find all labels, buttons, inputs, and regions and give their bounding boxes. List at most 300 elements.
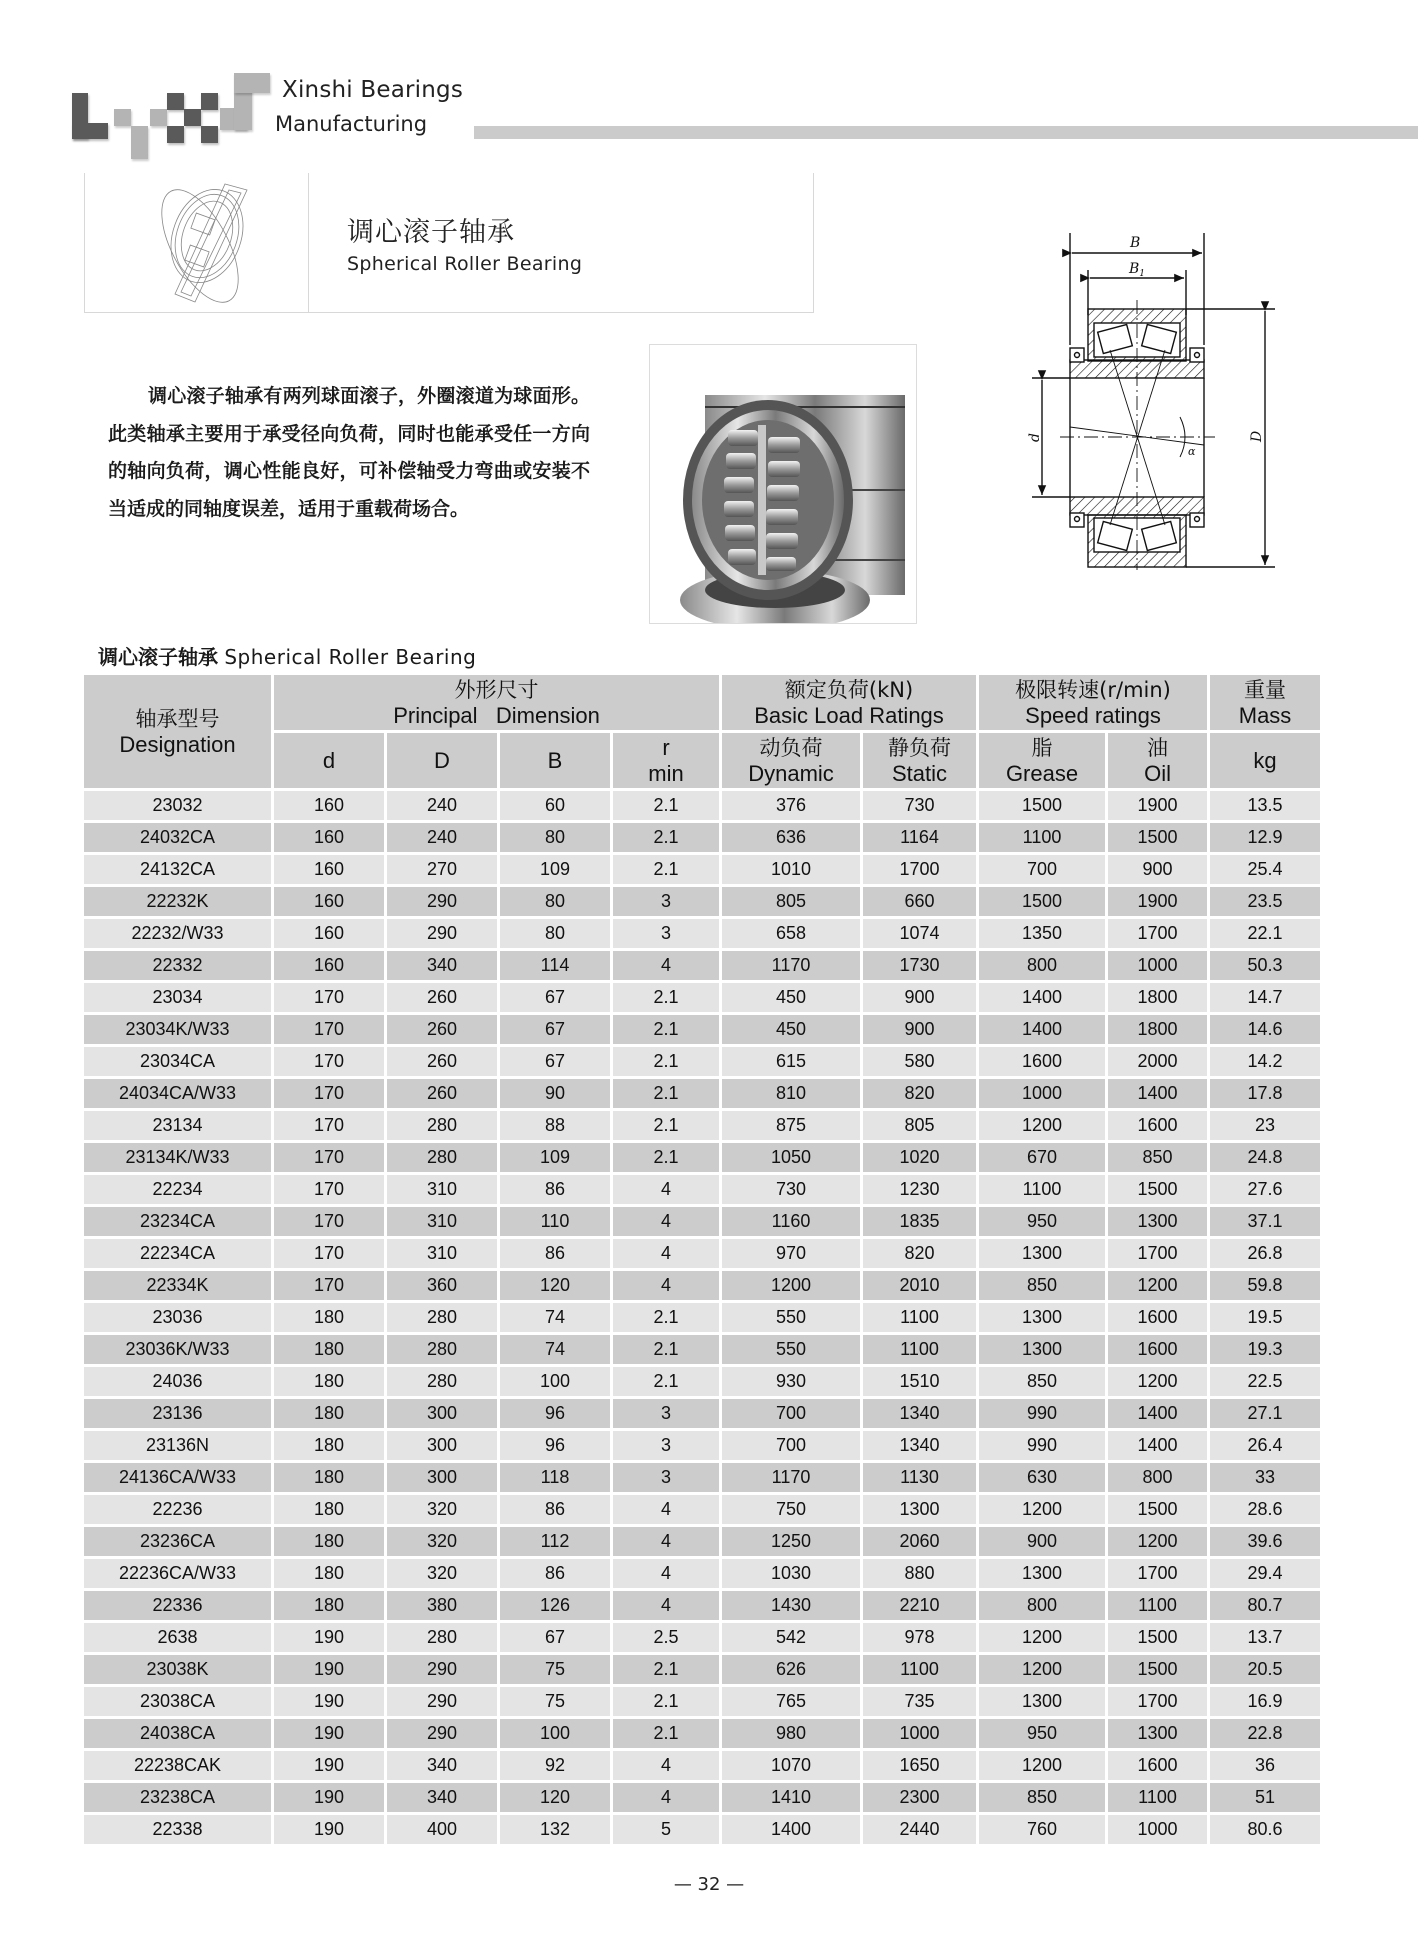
cell-dynamic-load: 1430 xyxy=(722,1591,860,1620)
cell-d: 180 xyxy=(274,1303,384,1332)
cell-mass: 33 xyxy=(1210,1463,1320,1492)
cell-oil-speed: 1400 xyxy=(1108,1079,1207,1108)
cell-designation: 23034K/W33 xyxy=(84,1015,271,1044)
cell-r-min: 2.1 xyxy=(613,1047,719,1076)
cell-grease-speed: 990 xyxy=(979,1399,1105,1428)
brand-name: Xinshi Bearings xyxy=(282,77,464,103)
cell-D: 280 xyxy=(387,1303,497,1332)
cell-r-min: 3 xyxy=(613,1399,719,1428)
cell-d: 170 xyxy=(274,1271,384,1300)
cell-r-min: 4 xyxy=(613,1559,719,1588)
header-kg: kg xyxy=(1210,733,1320,788)
cell-static-load: 1700 xyxy=(863,855,976,884)
cell-d: 180 xyxy=(274,1335,384,1364)
cell-grease-speed: 1200 xyxy=(979,1111,1105,1140)
table-row xyxy=(84,1463,1320,1492)
logo-block xyxy=(201,126,218,143)
cell-r-min: 2.1 xyxy=(613,1367,719,1396)
cell-designation: 22334K xyxy=(84,1271,271,1300)
cell-static-load: 820 xyxy=(863,1079,976,1108)
cell-dynamic-load: 810 xyxy=(722,1079,860,1108)
cell-designation: 22236 xyxy=(84,1495,271,1524)
table-row xyxy=(84,919,1320,948)
cell-dynamic-load: 636 xyxy=(722,823,860,852)
cell-D: 290 xyxy=(387,1719,497,1748)
header-B: B xyxy=(500,733,610,788)
cell-static-load: 1074 xyxy=(863,919,976,948)
cell-d: 170 xyxy=(274,1015,384,1044)
cell-static-load: 1340 xyxy=(863,1431,976,1460)
cell-grease-speed: 950 xyxy=(979,1207,1105,1236)
cell-dynamic-load: 700 xyxy=(722,1431,860,1460)
cell-D: 300 xyxy=(387,1463,497,1492)
cell-mass: 51 xyxy=(1210,1783,1320,1812)
cell-D: 240 xyxy=(387,791,497,820)
cell-r-min: 3 xyxy=(613,1463,719,1492)
cell-designation: 22336 xyxy=(84,1591,271,1620)
cell-static-load: 730 xyxy=(863,791,976,820)
cell-designation: 2638 xyxy=(84,1623,271,1652)
cell-mass: 29.4 xyxy=(1210,1559,1320,1588)
cell-grease-speed: 1600 xyxy=(979,1047,1105,1076)
cell-dynamic-load: 700 xyxy=(722,1399,860,1428)
table-caption-cn: 调心滚子轴承 xyxy=(98,645,218,669)
cell-static-load: 1300 xyxy=(863,1495,976,1524)
table-row xyxy=(84,1591,1320,1620)
cell-oil-speed: 1200 xyxy=(1108,1271,1207,1300)
cell-B: 118 xyxy=(500,1463,610,1492)
cell-dynamic-load: 930 xyxy=(722,1367,860,1396)
cell-r-min: 2.1 xyxy=(613,983,719,1012)
cell-B: 75 xyxy=(500,1687,610,1716)
cell-dynamic-load: 542 xyxy=(722,1623,860,1652)
cell-d: 170 xyxy=(274,1079,384,1108)
cell-D: 320 xyxy=(387,1527,497,1556)
cell-dynamic-load: 1030 xyxy=(722,1559,860,1588)
cell-designation: 23238CA xyxy=(84,1783,271,1812)
cell-D: 300 xyxy=(387,1399,497,1428)
cell-D: 300 xyxy=(387,1431,497,1460)
cell-d: 190 xyxy=(274,1783,384,1812)
label-alpha: α xyxy=(1188,445,1196,458)
cell-d: 190 xyxy=(274,1751,384,1780)
cell-oil-speed: 1600 xyxy=(1108,1111,1207,1140)
logo-block xyxy=(167,93,184,110)
cell-oil-speed: 1800 xyxy=(1108,983,1207,1012)
section-title-cn: 调心滚子轴承 xyxy=(347,217,515,248)
cell-grease-speed: 630 xyxy=(979,1463,1105,1492)
cell-B: 109 xyxy=(500,1143,610,1172)
cell-r-min: 2.1 xyxy=(613,1079,719,1108)
cell-B: 67 xyxy=(500,1047,610,1076)
cell-designation: 24032CA xyxy=(84,823,271,852)
cell-static-load: 1100 xyxy=(863,1303,976,1332)
cell-designation: 22232K xyxy=(84,887,271,916)
cell-B: 114 xyxy=(500,951,610,980)
cell-B: 110 xyxy=(500,1207,610,1236)
cell-B: 60 xyxy=(500,791,610,820)
cell-D: 240 xyxy=(387,823,497,852)
cell-d: 170 xyxy=(274,1207,384,1236)
cell-oil-speed: 1500 xyxy=(1108,823,1207,852)
cell-designation: 22236CA/W33 xyxy=(84,1559,271,1588)
cell-grease-speed: 850 xyxy=(979,1367,1105,1396)
cell-D: 290 xyxy=(387,1655,497,1684)
cell-grease-speed: 1300 xyxy=(979,1559,1105,1588)
cell-static-load: 1510 xyxy=(863,1367,976,1396)
product-description: 调心滚子轴承有两列球面滚子，外圈滚道为球面形。此类轴承主要用于承受径向负荷，同时也能承受任一方向的轴向负荷，调心性能良好，可补偿轴受力弯曲或安装不当适成的同轴度误差，适用于重载荷场合。 xyxy=(108,385,590,520)
cell-d: 160 xyxy=(274,887,384,916)
cell-D: 310 xyxy=(387,1207,497,1236)
cell-D: 260 xyxy=(387,983,497,1012)
cell-static-load: 1730 xyxy=(863,951,976,980)
cell-r-min: 2.1 xyxy=(613,1303,719,1332)
cell-d: 180 xyxy=(274,1399,384,1428)
cell-dynamic-load: 450 xyxy=(722,983,860,1012)
cell-oil-speed: 1500 xyxy=(1108,1175,1207,1204)
cell-D: 290 xyxy=(387,919,497,948)
logo-block xyxy=(114,109,131,126)
cell-dynamic-load: 450 xyxy=(722,1015,860,1044)
cell-static-load: 1164 xyxy=(863,823,976,852)
cell-D: 380 xyxy=(387,1591,497,1620)
cell-B: 67 xyxy=(500,983,610,1012)
cell-r-min: 2.1 xyxy=(613,823,719,852)
cell-oil-speed: 1600 xyxy=(1108,1335,1207,1364)
table-row xyxy=(84,1431,1320,1460)
cell-designation: 23036K/W33 xyxy=(84,1335,271,1364)
cell-static-load: 1000 xyxy=(863,1719,976,1748)
cell-mass: 17.8 xyxy=(1210,1079,1320,1108)
cell-D: 260 xyxy=(387,1079,497,1108)
cell-r-min: 2.1 xyxy=(613,1111,719,1140)
table-row xyxy=(84,1495,1320,1524)
cell-dynamic-load: 550 xyxy=(722,1303,860,1332)
cell-static-load: 735 xyxy=(863,1687,976,1716)
cell-oil-speed: 1700 xyxy=(1108,919,1207,948)
cell-grease-speed: 850 xyxy=(979,1271,1105,1300)
header-D: D xyxy=(387,733,497,788)
cell-d: 180 xyxy=(274,1431,384,1460)
table-caption xyxy=(98,641,476,670)
cell-dynamic-load: 1170 xyxy=(722,951,860,980)
cell-oil-speed: 850 xyxy=(1108,1143,1207,1172)
cell-mass: 27.6 xyxy=(1210,1175,1320,1204)
cell-grease-speed: 1400 xyxy=(979,983,1105,1012)
cell-oil-speed: 1600 xyxy=(1108,1751,1207,1780)
cell-d: 190 xyxy=(274,1719,384,1748)
logo-block xyxy=(201,93,218,110)
label-B1: $B_1$ xyxy=(1129,261,1146,279)
cell-dynamic-load: 970 xyxy=(722,1239,860,1268)
cell-r-min: 2.1 xyxy=(613,1335,719,1364)
cell-grease-speed: 1200 xyxy=(979,1751,1105,1780)
cell-oil-speed: 1700 xyxy=(1108,1239,1207,1268)
cell-r-min: 4 xyxy=(613,1783,719,1812)
cell-oil-speed: 1000 xyxy=(1108,1815,1207,1844)
table-row xyxy=(84,1175,1320,1204)
table-row xyxy=(84,887,1320,916)
cell-d: 160 xyxy=(274,791,384,820)
cell-B: 86 xyxy=(500,1559,610,1588)
cell-B: 100 xyxy=(500,1367,610,1396)
cell-grease-speed: 1000 xyxy=(979,1079,1105,1108)
company-logo xyxy=(72,68,282,163)
cell-static-load: 1230 xyxy=(863,1175,976,1204)
cell-oil-speed: 1100 xyxy=(1108,1783,1207,1812)
cell-grease-speed: 1300 xyxy=(979,1335,1105,1364)
cell-r-min: 4 xyxy=(613,1591,719,1620)
cell-designation: 22332 xyxy=(84,951,271,980)
cell-mass: 19.5 xyxy=(1210,1303,1320,1332)
cell-designation: 22338 xyxy=(84,1815,271,1844)
cell-oil-speed: 1200 xyxy=(1108,1527,1207,1556)
cell-B: 80 xyxy=(500,919,610,948)
cell-oil-speed: 1300 xyxy=(1108,1719,1207,1748)
cell-mass: 26.4 xyxy=(1210,1431,1320,1460)
cell-designation: 23034 xyxy=(84,983,271,1012)
cell-oil-speed: 1400 xyxy=(1108,1399,1207,1428)
cell-static-load: 900 xyxy=(863,1015,976,1044)
cell-d: 160 xyxy=(274,855,384,884)
cell-mass: 16.9 xyxy=(1210,1687,1320,1716)
cell-mass: 13.5 xyxy=(1210,791,1320,820)
bearing-cross-section-diagram xyxy=(1020,225,1285,570)
cell-designation: 23034CA xyxy=(84,1047,271,1076)
cell-D: 320 xyxy=(387,1495,497,1524)
cell-grease-speed: 800 xyxy=(979,951,1105,980)
cell-D: 310 xyxy=(387,1175,497,1204)
cell-d: 170 xyxy=(274,1111,384,1140)
cell-D: 280 xyxy=(387,1143,497,1172)
cell-oil-speed: 1500 xyxy=(1108,1623,1207,1652)
cell-D: 280 xyxy=(387,1335,497,1364)
cell-r-min: 2.1 xyxy=(613,1655,719,1684)
table-row xyxy=(84,1239,1320,1268)
cell-designation: 23134 xyxy=(84,1111,271,1140)
cell-grease-speed: 700 xyxy=(979,855,1105,884)
cell-designation: 22234 xyxy=(84,1175,271,1204)
cell-B: 80 xyxy=(500,823,610,852)
cell-B: 96 xyxy=(500,1431,610,1460)
cell-mass: 26.8 xyxy=(1210,1239,1320,1268)
cell-designation: 24132CA xyxy=(84,855,271,884)
cell-r-min: 4 xyxy=(613,1751,719,1780)
section-title-en: Spherical Roller Bearing xyxy=(347,253,583,275)
cell-designation: 23136N xyxy=(84,1431,271,1460)
cell-r-min: 2.1 xyxy=(613,791,719,820)
cell-designation: 23234CA xyxy=(84,1207,271,1236)
cell-oil-speed: 1500 xyxy=(1108,1655,1207,1684)
cell-designation: 24136CA/W33 xyxy=(84,1463,271,1492)
label-D: D xyxy=(1249,430,1265,442)
cell-r-min: 2.1 xyxy=(613,1015,719,1044)
cell-r-min: 2.5 xyxy=(613,1623,719,1652)
cell-dynamic-load: 875 xyxy=(722,1111,860,1140)
cell-oil-speed: 1900 xyxy=(1108,887,1207,916)
cell-designation: 23134K/W33 xyxy=(84,1143,271,1172)
cell-designation: 24036 xyxy=(84,1367,271,1396)
table-row xyxy=(84,1207,1320,1236)
table-row xyxy=(84,1623,1320,1652)
cell-B: 67 xyxy=(500,1015,610,1044)
cell-mass: 12.9 xyxy=(1210,823,1320,852)
cell-d: 190 xyxy=(274,1815,384,1844)
cell-r-min: 2.1 xyxy=(613,1687,719,1716)
bearing-photo xyxy=(649,344,917,624)
cell-mass: 14.7 xyxy=(1210,983,1320,1012)
cell-dynamic-load: 1160 xyxy=(722,1207,860,1236)
cell-r-min: 3 xyxy=(613,919,719,948)
cell-oil-speed: 900 xyxy=(1108,855,1207,884)
cell-B: 112 xyxy=(500,1527,610,1556)
cell-grease-speed: 1300 xyxy=(979,1303,1105,1332)
cell-dynamic-load: 805 xyxy=(722,887,860,916)
label-B: B xyxy=(1130,235,1141,251)
cell-r-min: 4 xyxy=(613,1207,719,1236)
cell-mass: 80.7 xyxy=(1210,1591,1320,1620)
table-row xyxy=(84,1751,1320,1780)
cell-designation: 23038CA xyxy=(84,1687,271,1716)
cell-designation: 24038CA xyxy=(84,1719,271,1748)
cell-oil-speed: 1500 xyxy=(1108,1495,1207,1524)
table-body xyxy=(84,791,1320,1844)
cell-mass: 19.3 xyxy=(1210,1335,1320,1364)
cell-static-load: 2060 xyxy=(863,1527,976,1556)
cell-dynamic-load: 730 xyxy=(722,1175,860,1204)
cell-mass: 23.5 xyxy=(1210,887,1320,916)
cell-d: 170 xyxy=(274,1239,384,1268)
cell-B: 120 xyxy=(500,1271,610,1300)
cell-r-min: 4 xyxy=(613,1239,719,1268)
cell-oil-speed: 1200 xyxy=(1108,1367,1207,1396)
cell-static-load: 1650 xyxy=(863,1751,976,1780)
cell-grease-speed: 1500 xyxy=(979,887,1105,916)
cell-designation: 23038K xyxy=(84,1655,271,1684)
cell-grease-speed: 1200 xyxy=(979,1623,1105,1652)
cell-oil-speed: 1800 xyxy=(1108,1015,1207,1044)
cell-B: 132 xyxy=(500,1815,610,1844)
cell-grease-speed: 760 xyxy=(979,1815,1105,1844)
cell-grease-speed: 850 xyxy=(979,1783,1105,1812)
cell-grease-speed: 1500 xyxy=(979,791,1105,820)
table-row xyxy=(84,1271,1320,1300)
cell-mass: 22.8 xyxy=(1210,1719,1320,1748)
table-row xyxy=(84,983,1320,1012)
cell-static-load: 1340 xyxy=(863,1399,976,1428)
cell-static-load: 660 xyxy=(863,887,976,916)
cell-B: 109 xyxy=(500,855,610,884)
cell-dynamic-load: 1010 xyxy=(722,855,860,884)
cell-mass: 14.2 xyxy=(1210,1047,1320,1076)
cell-d: 160 xyxy=(274,823,384,852)
cell-B: 90 xyxy=(500,1079,610,1108)
table-row xyxy=(84,1367,1320,1396)
header-principal-dimension: 外形尺寸 Principal Dimension xyxy=(274,675,719,730)
cell-mass: 27.1 xyxy=(1210,1399,1320,1428)
cell-dynamic-load: 1050 xyxy=(722,1143,860,1172)
cell-r-min: 2.1 xyxy=(613,855,719,884)
table-row xyxy=(84,1303,1320,1332)
cell-mass: 36 xyxy=(1210,1751,1320,1780)
cell-oil-speed: 1900 xyxy=(1108,791,1207,820)
logo-block xyxy=(72,123,108,139)
cell-designation: 23032 xyxy=(84,791,271,820)
header-oil: 油 Oil xyxy=(1108,733,1207,788)
cell-static-load: 2010 xyxy=(863,1271,976,1300)
cell-D: 290 xyxy=(387,1687,497,1716)
cell-grease-speed: 1300 xyxy=(979,1239,1105,1268)
cell-mass: 24.8 xyxy=(1210,1143,1320,1172)
cell-oil-speed: 1300 xyxy=(1108,1207,1207,1236)
cell-B: 74 xyxy=(500,1303,610,1332)
cell-designation: 23236CA xyxy=(84,1527,271,1556)
table-row xyxy=(84,791,1320,820)
cell-mass: 23 xyxy=(1210,1111,1320,1140)
cell-dynamic-load: 980 xyxy=(722,1719,860,1748)
cell-mass: 39.6 xyxy=(1210,1527,1320,1556)
cell-static-load: 580 xyxy=(863,1047,976,1076)
header-static: 静负荷 Static xyxy=(863,733,976,788)
cell-r-min: 4 xyxy=(613,1527,719,1556)
cell-B: 96 xyxy=(500,1399,610,1428)
cell-r-min: 4 xyxy=(613,951,719,980)
cell-mass: 25.4 xyxy=(1210,855,1320,884)
cell-mass: 20.5 xyxy=(1210,1655,1320,1684)
title-divider xyxy=(308,173,309,313)
cell-d: 170 xyxy=(274,1175,384,1204)
cell-oil-speed: 1000 xyxy=(1108,951,1207,980)
cell-dynamic-load: 615 xyxy=(722,1047,860,1076)
header-basic-load-ratings: 额定负荷(kN) Basic Load Ratings xyxy=(722,675,976,730)
cell-static-load: 880 xyxy=(863,1559,976,1588)
cell-oil-speed: 1700 xyxy=(1108,1559,1207,1588)
cell-r-min: 2.1 xyxy=(613,1719,719,1748)
table-row xyxy=(84,1559,1320,1588)
cell-oil-speed: 1100 xyxy=(1108,1591,1207,1620)
cell-r-min: 4 xyxy=(613,1271,719,1300)
table-row xyxy=(84,855,1320,884)
cell-mass: 14.6 xyxy=(1210,1015,1320,1044)
cell-D: 270 xyxy=(387,855,497,884)
cell-grease-speed: 950 xyxy=(979,1719,1105,1748)
cell-mass: 13.7 xyxy=(1210,1623,1320,1652)
cell-mass: 22.5 xyxy=(1210,1367,1320,1396)
cell-grease-speed: 900 xyxy=(979,1527,1105,1556)
cell-d: 170 xyxy=(274,983,384,1012)
cell-dynamic-load: 658 xyxy=(722,919,860,948)
cell-D: 280 xyxy=(387,1367,497,1396)
cell-d: 190 xyxy=(274,1655,384,1684)
cell-designation: 24034CA/W33 xyxy=(84,1079,271,1108)
cell-r-min: 4 xyxy=(613,1495,719,1524)
cell-D: 400 xyxy=(387,1815,497,1844)
cell-d: 160 xyxy=(274,951,384,980)
header-designation: 轴承型号 Designation xyxy=(84,675,271,788)
cell-oil-speed: 1400 xyxy=(1108,1431,1207,1460)
cell-static-load: 1100 xyxy=(863,1335,976,1364)
cell-B: 86 xyxy=(500,1175,610,1204)
cell-grease-speed: 1350 xyxy=(979,919,1105,948)
cell-dynamic-load: 1070 xyxy=(722,1751,860,1780)
cell-grease-speed: 800 xyxy=(979,1591,1105,1620)
cell-D: 280 xyxy=(387,1623,497,1652)
cell-dynamic-load: 1170 xyxy=(722,1463,860,1492)
cell-static-load: 1130 xyxy=(863,1463,976,1492)
cell-B: 120 xyxy=(500,1783,610,1812)
cell-oil-speed: 800 xyxy=(1108,1463,1207,1492)
cell-D: 340 xyxy=(387,1751,497,1780)
